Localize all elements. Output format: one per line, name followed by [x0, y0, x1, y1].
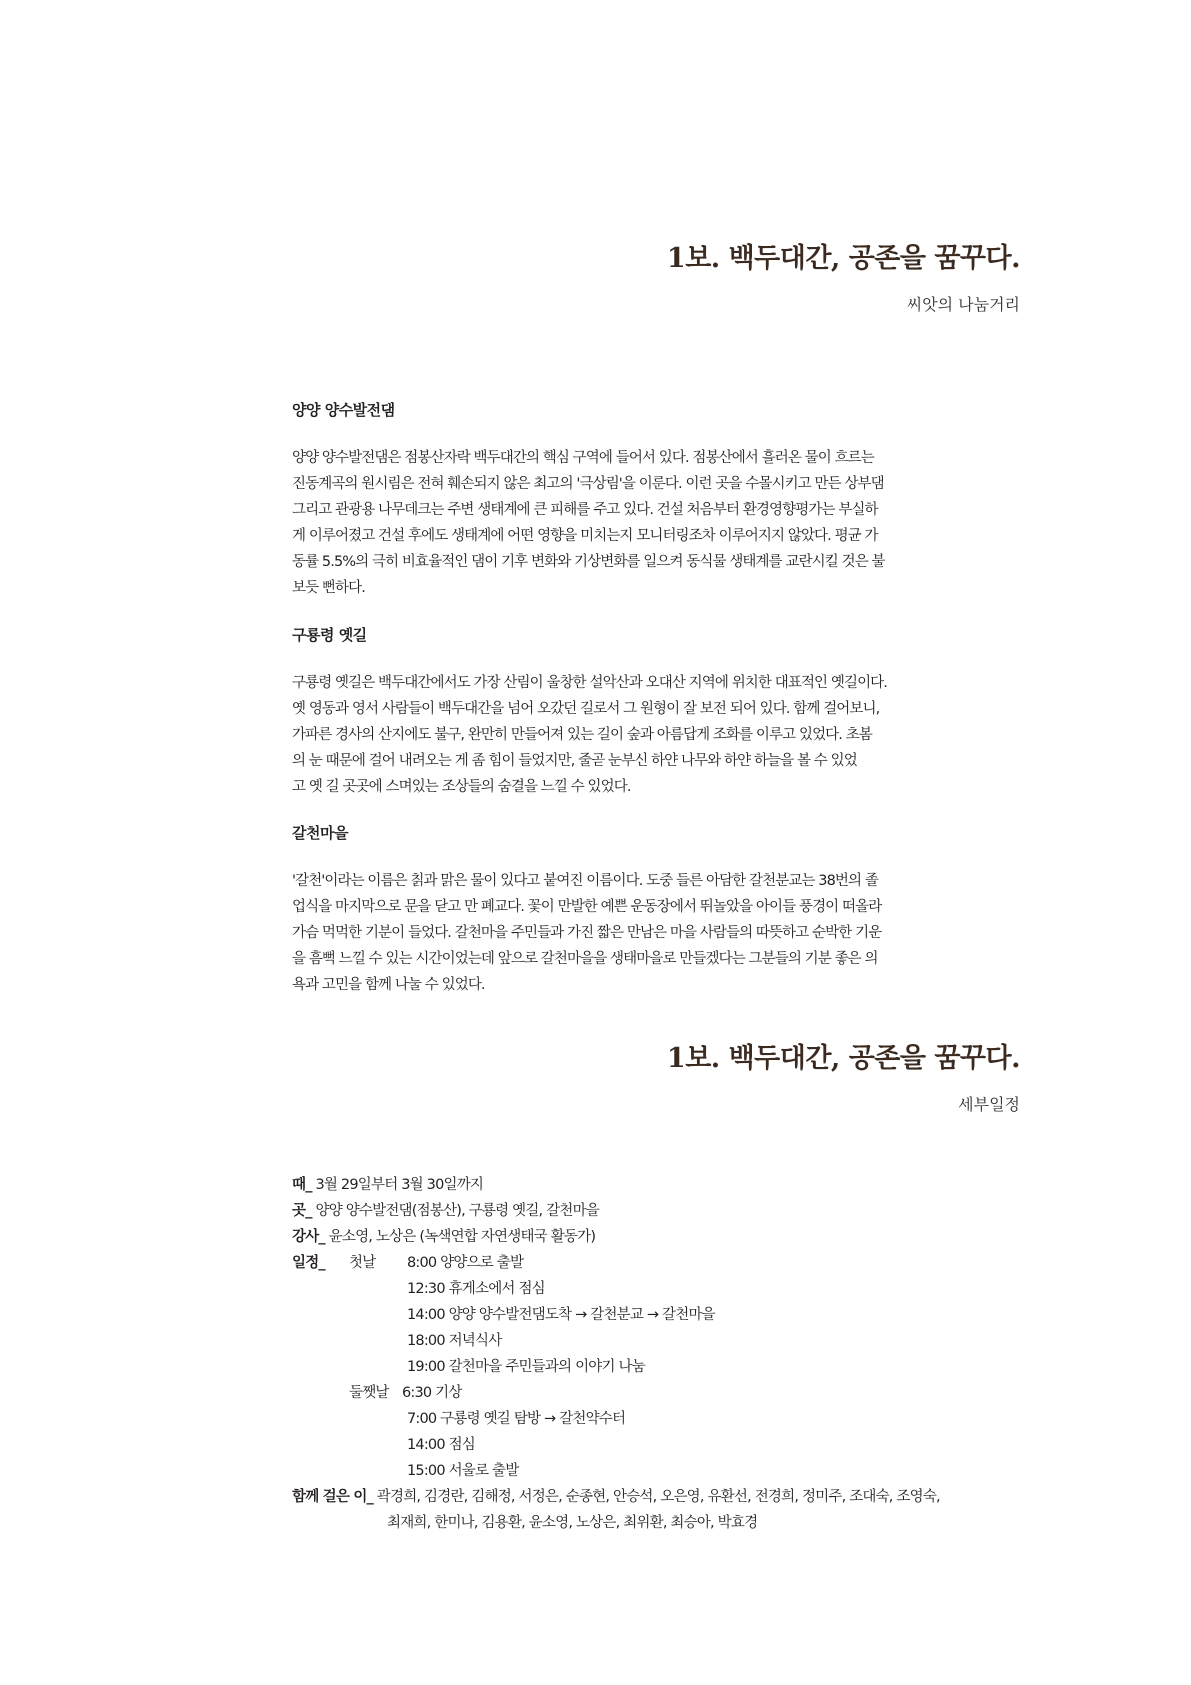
day2-label: 둘쨋날 [349, 1385, 389, 1401]
schedule-row [292, 1458, 1032, 1484]
schedule-row [292, 1380, 1032, 1406]
paragraph-line: 보듯 뻔하다. [292, 580, 365, 596]
section1-title: 1보. 백두대간, 공존을 꿈꾸다. [666, 243, 1020, 274]
paragraph-line: 가파른 경사의 산지에도 불구, 완만히 만들어져 있는 길이 숲과 아름답게 조화를 이루고 있었다. 초봄 [292, 727, 872, 743]
schedule-item: 14:00 점심 [407, 1437, 476, 1453]
paragraph-line: 의 눈 때문에 걸어 내려오는 게 좀 힘이 들었지만, 줄곧 눈부신 하얀 나무와 하얀 하늘을 볼 수 있었 [292, 753, 857, 769]
schedule-item: 6:30 기상 [402, 1385, 462, 1401]
participants-value: 곽경희, 김경란, 김해정, 서정은, 순종현, 안승석, 오은영, 유환선, 전경희, 정미주, 조대숙, 조영숙, [376, 1489, 940, 1505]
paragraph-line: 업식을 마지막으로 문을 닫고 만 폐교다. 꽃이 만발한 예쁜 운동장에서 뛰놀았을 아이들 풍경이 떠올라 [292, 899, 882, 915]
schedule-row [292, 1302, 1032, 1328]
schedule-item: 12:30 휴게소에서 점심 [407, 1281, 545, 1297]
topic-guryongryeong [292, 622, 1022, 800]
section1-subtitle: 씨앗의 나눔거리 [906, 295, 1020, 314]
schedule-row [292, 1354, 1032, 1380]
schedule-row [292, 1276, 1032, 1302]
schedule-label: 일정_ [292, 1255, 325, 1271]
lecturer-value: 윤소영, 노상은 (녹색연합 자연생태국 활동가) [328, 1229, 596, 1245]
paragraph-line: 옛 영동과 영서 사람들이 백두대간을 넘어 오갔던 길로서 그 원형이 잘 보전 되어 있다. 함께 걸어보니, [292, 701, 880, 717]
paragraph-line: 그리고 관광용 나무데크는 주변 생태계에 큰 피해를 주고 있다. 건설 처음부터 환경영향평가는 부실하 [292, 502, 878, 518]
paragraph-line: 동률 5.5%의 극히 비효율적인 댐이 기후 변화와 기상변화를 일으켜 동식물 생태계를 교란시킬 것은 불 [292, 554, 885, 570]
where-value: 양양 양수발전댐(점봉산), 구룡령 옛길, 갈천마을 [315, 1203, 599, 1219]
paragraph-line: 진동계곡의 원시림은 전혀 훼손되지 않은 최고의 '극상림'을 이룬다. 이런 곳을 수몰시키고 만든 상부댐 [292, 476, 884, 492]
schedule-item: 19:00 갈천마을 주민들과의 이야기 나눔 [407, 1359, 645, 1375]
when-value: 3월 29일부터 3월 30일까지 [315, 1177, 484, 1193]
participants-label: 함께 걸은 이_ [292, 1489, 373, 1505]
paragraph-line: 구룡령 옛길은 백두대간에서도 가장 산림이 울창한 설악산과 오대산 지역에 위치한 대표적인 옛길이다. [292, 675, 888, 691]
paragraph-line: '갈천'이라는 이름은 칡과 맑은 물이 있다고 붙여진 이름이다. 도중 들른 아담한 갈천분교는 38번의 졸 [292, 873, 878, 889]
topic-paragraph [292, 445, 1022, 601]
paragraph-line: 가슴 먹먹한 기분이 들었다. 갈천마을 주민들과 가진 짧은 만남은 마을 사람들의 따뜻하고 순박한 기운 [292, 925, 882, 941]
paragraph-line: 게 이루어졌고 건설 후에도 생태계에 어떤 영향을 미치는지 모니터링조차 이루어지지 않았다. 평균 가 [292, 528, 878, 544]
participants-row [292, 1510, 1032, 1536]
schedule-row [292, 1406, 1032, 1432]
schedule-item: 14:00 양양 양수발전댐도착 → 갈천분교 → 갈천마을 [407, 1307, 715, 1323]
topic-paragraph [292, 868, 1022, 998]
topic-heading: 갈천마을 [292, 824, 348, 842]
lecturer-label: 강사_ [292, 1229, 325, 1245]
schedule-item: 18:00 저녁식사 [407, 1333, 502, 1349]
schedule-item: 8:00 양양으로 출발 [407, 1255, 524, 1271]
when-row [292, 1172, 1032, 1198]
participants-value: 최재희, 한미나, 김용환, 윤소영, 노상은, 최위환, 최승아, 박효경 [387, 1515, 758, 1531]
lecturer-row [292, 1224, 1032, 1250]
paragraph-line: 고 옛 길 곳곳에 스며있는 조상들의 숨결을 느낄 수 있었다. [292, 779, 631, 795]
when-label: 때_ [292, 1177, 312, 1193]
paragraph-line: 양양 양수발전댐은 점봉산자락 백두대간의 핵심 구역에 들어서 있다. 점봉산에서 흘러온 물이 흐르는 [292, 450, 874, 466]
topic-galcheon [292, 820, 1022, 998]
schedule-row [292, 1250, 1032, 1276]
topic-heading: 양양 양수발전댐 [292, 401, 395, 419]
paragraph-line: 을 흠뻑 느낄 수 있는 시간이었는데 앞으로 갈천마을을 생태마을로 만들겠다는 그분들의 기분 좋은 의 [292, 951, 878, 967]
schedule-row [292, 1328, 1032, 1354]
where-label: 곳_ [292, 1203, 312, 1219]
paragraph-line: 욕과 고민을 함께 나눌 수 있었다. [292, 977, 485, 993]
topic-heading: 구룡령 옛길 [292, 626, 367, 644]
section2-title: 1보. 백두대간, 공존을 꿈꾸다. [666, 1043, 1020, 1074]
topic-paragraph [292, 670, 1022, 800]
schedule-item: 15:00 서울로 출발 [407, 1463, 519, 1479]
day1-label: 첫날 [349, 1255, 376, 1271]
section2-subtitle: 세부일정 [958, 1095, 1020, 1114]
schedule-item: 7:00 구룡령 옛길 탐방 → 갈천약수터 [407, 1411, 626, 1427]
schedule-details [292, 1172, 1032, 1536]
where-row [292, 1198, 1032, 1224]
topic-yangyang-dam [292, 397, 1022, 601]
participants-row [292, 1484, 1032, 1510]
schedule-row [292, 1432, 1032, 1458]
